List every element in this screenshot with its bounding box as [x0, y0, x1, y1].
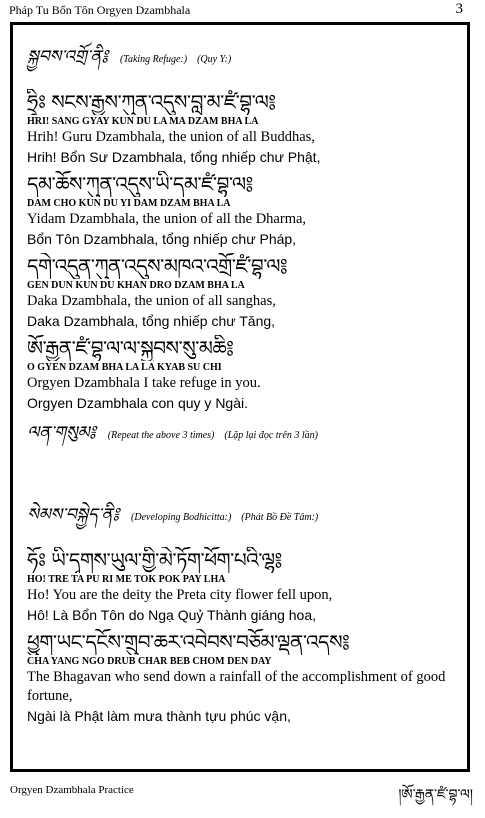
transliteration-line: HO! TRE TA PU RI ME TOK POK PAY LHA — [27, 574, 226, 585]
tibetan-line: དམ་ཆོས་ཀུན་འདུས་ཡི་དམ་ཛཾ་བྷ་ལ༔ — [27, 172, 253, 196]
repeat-instruction — [27, 413, 457, 461]
refuge-verse-2 — [27, 171, 457, 249]
bodhicitta-heading-tibetan: སེམས་བསྐྱེད་ནི༔ — [27, 505, 120, 525]
transliteration-line: O GYEN DZAM BHA LA LA KYAB SU CHI — [27, 362, 222, 373]
tibetan-line: ཨོ་རྒྱན་ཛཾ་བྷ་ལ་ལ་སྐྱབས་སུ་མཆི༔ — [27, 336, 234, 360]
page-number: 3 — [455, 1, 463, 17]
vietnamese-line: Bổn Tôn Dzambhala, tổng nhiếp chư Pháp, — [27, 231, 297, 247]
bodhicitta-heading — [27, 495, 457, 543]
repeat-vietnamese: (Lặp lại đọc trên 3 lần) — [224, 430, 318, 441]
vietnamese-line: Hrih! Bổn Sư Dzambhala, tổng nhiếp chư Phật, — [27, 149, 321, 165]
page-content — [27, 37, 457, 726]
page-header — [0, 0, 485, 22]
refuge-heading-vietnamese: (Quy Y:) — [197, 54, 232, 65]
refuge-verse-4 — [27, 335, 457, 413]
page-frame — [10, 22, 470, 772]
footer-tibetan-title: །ཨོ་རྒྱན་ཛཾ་བྷ་ལ། — [398, 787, 473, 803]
bodhicitta-heading-vietnamese: (Phát Bồ Đề Tâm:) — [241, 512, 319, 523]
refuge-heading-tibetan: སྐྱབས་འགྲོ་ནི༔ — [27, 47, 108, 67]
footer-title: Orgyen Dzambhala Practice — [10, 784, 134, 796]
vietnamese-line: Ngài là Phật làm mưa thành tựu phúc vận, — [27, 708, 291, 724]
bodhicitta-verse-2 — [27, 629, 457, 726]
refuge-verse-1 — [27, 89, 457, 167]
document-title: Pháp Tu Bổn Tôn Orgyen Dzambhala — [9, 3, 191, 17]
english-line: Orgyen Dzambhala I take refuge in you. — [27, 375, 261, 391]
english-line: Ho! You are the deity the Preta city flower fell upon, — [27, 587, 333, 603]
tibetan-line: ཕྱུག་ཡང་དངོས་གྲུབ་ཆར་འབེབས་བཅོམ་ལྡན་འདས༔ — [27, 630, 350, 654]
repeat-tibetan: ལན་གསུམ༔ — [27, 423, 96, 443]
bodhicitta-verse-1 — [27, 547, 457, 625]
english-line: Daka Dzambhala, the union of all sanghas, — [27, 293, 276, 309]
refuge-heading-english: (Taking Refuge:) — [119, 54, 188, 65]
transliteration-line: DAM CHO KUN DU YI DAM DZAM BHA LA — [27, 198, 231, 209]
tibetan-line: དགེ་འདུན་ཀུན་འདུས་མཁའ་འགྲོ་ཛཾ་བྷ་ལ༔ — [27, 254, 288, 278]
transliteration-line: HRI! SANG GYAY KUN DU LA MA DZAM BHA LA — [27, 116, 259, 127]
vietnamese-line: Hô! Là Bổn Tôn do Ngạ Quỷ Thành giáng hoa, — [27, 607, 317, 623]
vietnamese-line: Daka Dzambhala, tổng nhiếp chư Tăng, — [27, 313, 276, 329]
english-line: The Bhagavan who send down a rainfall of the accomplishment of good fortune, — [27, 669, 446, 704]
repeat-english: (Repeat the above 3 times) — [107, 430, 215, 441]
tibetan-line: ཧོཿ ཡི་དྭགས་ཡུལ་གྱི་མེ་ཏོག་ཕོག་པའི་ལྷ༔ — [27, 548, 282, 572]
bodhicitta-heading-english: (Developing Bodhicitta:) — [131, 512, 232, 523]
english-line: Yidam Dzambhala, the union of all the Dharma, — [27, 211, 307, 227]
english-line: Hrih! Guru Dzambhala, the union of all Buddhas, — [27, 129, 315, 145]
tibetan-line: ཧྲཱིཿ སངས་རྒྱས་ཀུན་འདུས་བླ་མ་ཛཾ་བྷ་ལ༔ — [27, 90, 276, 114]
refuge-heading — [27, 37, 457, 85]
transliteration-line: GEN DUN KUN DU KHAN DRO DZAM BHA LA — [27, 280, 245, 291]
transliteration-line: CHA YANG NGO DRUB CHAR BEB CHOM DEN DAY — [27, 656, 272, 667]
vietnamese-line: Orgyen Dzambhala con quy y Ngài. — [27, 395, 248, 411]
refuge-verse-3 — [27, 253, 457, 331]
